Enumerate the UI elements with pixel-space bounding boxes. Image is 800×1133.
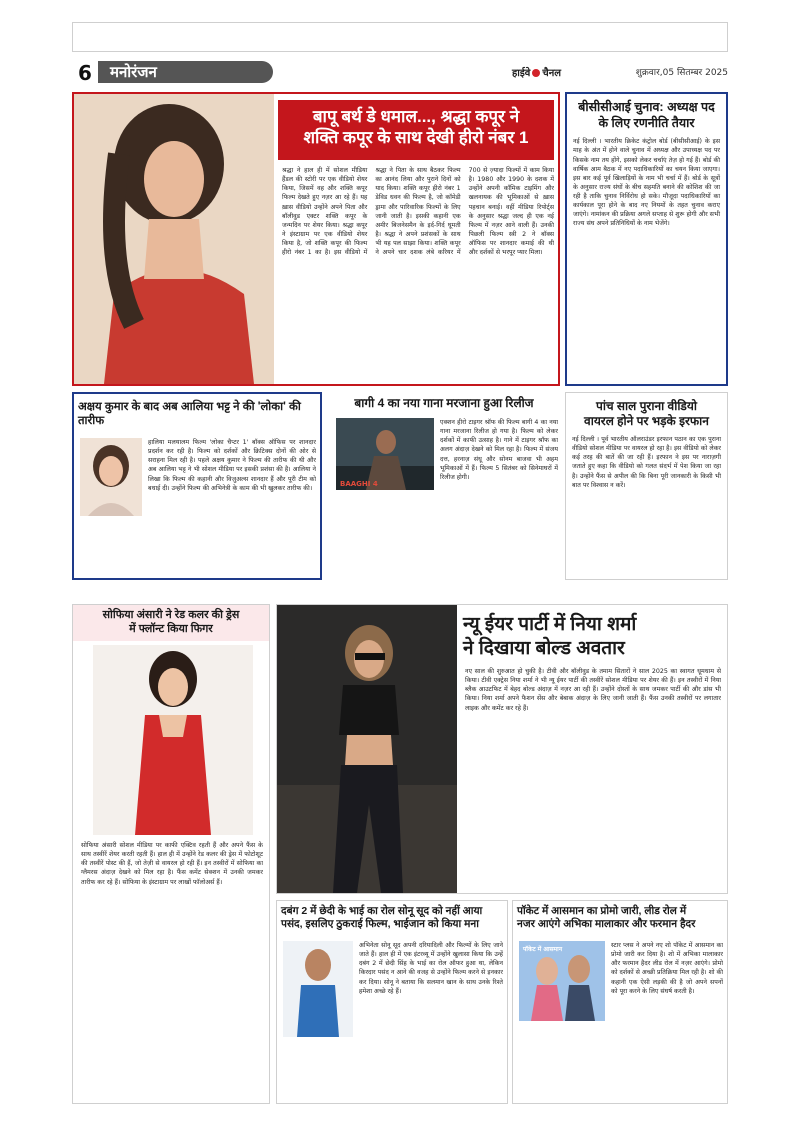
sophia-photo xyxy=(93,645,253,835)
baaghi-body: एक्शन हीरो टाइगर श्रॉफ की फिल्म बागी 4 का नया गाना मरजाना रिलीज हो गया है। फिल्म को लेकर दर्शकों में काफी उत्साह है। गाने में टाइगर श्रॉफ का अलग अंदाज़ देखने को मिल रहा है। फिल्म में संजय दत्त, हरनाज़ संधू और सोनम बाजवा भी अहम भूमिकाओं में हैं। फिल्म 5 सितंबर को सिनेमाघरों में रिलीज होगी। xyxy=(440,419,558,481)
bcci-headline-line1: बीसीसीआई चुनाव: अध्यक्ष पद xyxy=(578,100,715,114)
nia-headline-line2: ने दिखाया बोल्ड अवतार xyxy=(463,637,625,659)
pocket-headline xyxy=(513,901,727,935)
pocket-poster-title: पॉकेट में आसमान xyxy=(523,946,563,953)
video-story xyxy=(565,392,728,580)
sonu-headline-line1: दबंग 2 में छेदी के भाई का रोल सोनू सूद को नहीं आया xyxy=(281,905,483,917)
lead-headline xyxy=(278,100,554,160)
nia-story xyxy=(276,604,728,894)
video-headline xyxy=(566,393,727,433)
lead-story xyxy=(72,92,560,386)
sonu-photo xyxy=(283,941,353,1037)
nia-headline-line1: न्यू ईयर पार्टी में निया शर्मा xyxy=(463,614,637,635)
pocket-story xyxy=(512,900,728,1104)
lead-headline-line1: बापू बर्थ डे धमाल..., श्रद्धा कपूर ने xyxy=(312,107,520,126)
akshay-headline: अक्षय कुमार के बाद अब आलिया भट्ट ने की 'लोका' की तारीफ xyxy=(78,401,301,428)
video-body: नई दिल्ली । पूर्व भारतीय ऑलराउंडर इरफान पठान का एक पुराना वीडियो सोशल मीडिया पर वायरल हो रहा है। इस वीडियो को लेकर कई तरह की बातें की जा रही हैं। इरफान ने इस पर नाराज़गी जताते हुए कहा कि वीडियो को गलत संदर्भ में पेश किया जा रहा है। उन्होंने फैंस से अपील की कि बिना पूरी जानकारी के किसी भी बात पर विश्वास न करें। xyxy=(572,436,721,489)
akshay-body: हालिया मलयालम फिल्म 'लोका चैप्टर 1' बॉक्स ऑफिस पर शानदार प्रदर्शन कर रही है। फिल्म को दर्शकों और क्रिटिक्स दोनों की ओर से सराहना मिल रही है। पहले अक्षय कुमार ने फिल्म की तारीफ की थी और अब आलिया भट्ट ने भी सोशल मीडिया पर इसकी प्रशंसा की है। आलिया ने लिखा कि फिल्म की कहानी और विजुअल्स शानदार हैं और पूरी टीम को बधाई दी। उन्होंने फिल्म की अभिनेत्री के काम की भी खुलकर तारीफ की। xyxy=(148,439,316,492)
bcci-story xyxy=(565,92,728,386)
sonu-headline-line2: पसंद, इसलिए ठुकराई फिल्म, भाईजान को किया मना xyxy=(281,918,479,931)
sonu-body: अभिनेता सोनू सूद अपनी दरियादिली और फिल्मों के लिए जाने जाते हैं। हाल ही में एक इंटरव्यू में उन्होंने खुलासा किया कि उन्हें दबंग 2 में छेदी सिंह के भाई का रोल ऑफर हुआ था, लेकिन किरदार पसंद न आने की वजह से उन्होंने फिल्म करने से इनकार कर दिया। सोनू ने बताया कि सलमान खान के साथ उनके रिश्ते हमेशा अच्छे रहे हैं। xyxy=(359,942,503,995)
akshay-photo xyxy=(80,438,142,516)
bcci-body: नई दिल्ली । भारतीय क्रिकेट कंट्रोल बोर्ड (बीसीसीआई) के इस माह के अंत में होने वाले चुनाव में अध्यक्ष और उपाध्यक्ष पद पर किसके नाम तय होंगे, इसको लेकर चर्चाएं तेज़ हो गई हैं। बोर्ड की वार्षिक आम बैठक में नए पदाधिकारियों का चयन किया जाएगा। इस बार कई पूर्व खिलाड़ियों के नाम भी चर्चा में हैं। बोर्ड के सूत्रों के अनुसार राज्य संघों के बीच सहमति बनाने की कोशिश की जा रही है ताकि चुनाव निर्विरोध हो सके। मौजूदा पदाधिकारियों का कार्यकाल पूरा होने के बाद नए नियमों के तहत चुनाव कराए जाएंगे। नामांकन की प्रक्रिया अगले सप्ताह से शुरू होगी और सभी राज्य संघ अपने प्रतिनिधियों के नाम भेजेंगे। xyxy=(573,138,720,228)
lead-photo xyxy=(74,94,274,384)
dateline: शुक्रवार,05 सितम्बर 2025 xyxy=(635,68,728,78)
brand-logo xyxy=(512,65,561,79)
sonu-headline xyxy=(277,901,507,935)
nia-photo xyxy=(277,605,457,893)
sonu-story xyxy=(276,900,508,1104)
pocket-body: स्टार प्लस ने अपने नए शो पॉकेट में आसमान का प्रोमो जारी कर दिया है। शो में अभिका मालाकार और फरमान हैदर लीड रोल में नज़र आएंगे। प्रोमो को दर्शकों से अच्छी प्रतिक्रिया मिल रही है। शो की कहानी एक ऐसी लड़की की है जो अपने सपनों को पूरा करने के लिए संघर्ष करती है। xyxy=(611,942,723,995)
top-blank-box xyxy=(72,22,728,52)
video-headline-line2: वायरल होने पर भड़के इरफान xyxy=(584,414,709,428)
brand-right: चैनल xyxy=(542,68,562,79)
baaghi-story xyxy=(326,392,562,580)
sophia-body: सोफिया अंसारी सोशल मीडिया पर काफी एक्टिव रहती हैं और अपने फैंस के साथ तस्वीरें शेयर करती रहती हैं। हाल ही में उन्होंने रेड कलर की ड्रेस में फोटोशूट की तस्वीरें पोस्ट की हैं, जो तेज़ी से वायरल हो रही हैं। इन तस्वीरों में सोफिया का ग्लैमरस अंदाज़ देखने को मिल रहा है। फैंस कमेंट सेक्शन में उनकी जमकर तारीफ कर रहे हैं। सोफिया के इंस्टाग्राम पर लाखों फॉलोअर्स हैं। xyxy=(81,842,263,886)
bcci-headline-line2: के लिए रणनीति तैयार xyxy=(598,115,695,130)
baaghi-poster-title: BAAGHI 4 xyxy=(340,480,378,488)
akshay-story xyxy=(72,392,322,580)
video-headline-line1: पांच साल पुराना वीडियो xyxy=(596,399,697,413)
lead-headline-line2: शक्ति कपूर के साथ देखी हीरो नंबर 1 xyxy=(303,128,529,148)
brand-left: हाईवे xyxy=(512,68,531,79)
nia-headline xyxy=(463,613,723,661)
pocket-headline-line1: पॉकेट में आसमान का प्रोमो जारी, लीड रोल में xyxy=(517,905,687,917)
sophia-headline-line1: सोफिया अंसारी ने रेड कलर की ड्रेस xyxy=(102,609,240,621)
sophia-story xyxy=(72,604,270,1104)
section-title: मनोरंजन xyxy=(98,61,273,83)
pocket-headline-line2: नजर आएंगे अभिका मालाकार और फरमान हैदर xyxy=(517,918,696,931)
nia-body: नए साल की शुरुआत हो चुकी है। टीवी और बॉलीवुड के तमाम सितारों ने साल 2025 का स्वागत धूमधाम से किया। टीवी एक्ट्रेस निया शर्मा ने भी न्यू ईयर पार्टी की तस्वीरें सोशल मीडिया पर शेयर की हैं। इन तस्वीरों में निया ब्लैक आउटफिट में बेहद बोल्ड अंदाज़ में नज़र आ रही हैं। उन्होंने दोस्तों के साथ जमकर पार्टी की और डांस भी किया। निया शर्मा अपने फैशन सेंस और बेबाक अंदाज़ के लिए जानी जाती हैं। फैंस उनकी तस्वीरों पर लगातार लाइक और कमेंट कर रहे हैं। xyxy=(465,668,721,712)
pocket-poster xyxy=(519,941,605,1021)
bcci-headline xyxy=(567,94,726,135)
sophia-headline xyxy=(73,605,269,641)
baaghi-headline: बागी 4 का नया गाना मरजाना हुआ रिलीज xyxy=(354,396,534,410)
lead-body: श्रद्धा ने हाल ही में सोशल मीडिया हैंडल की स्टोरी पर एक वीडियो शेयर किया, जिसमें वह और शक्ति कपूर फिल्म देखते हुए नज़र आ रहे हैं। यह ख़ास वीडियो उन्होंने अपने पिता और बॉलीवुड एक्टर शक्ति कपूर के जन्मदिन पर शेयर किया। श्रद्धा कपूर ने इंस्टाग्राम पर एक वीडियो शेयर किया है, जो शक्ति कपूर की फिल्म हीरो नंबर 1 का है। इस वीडियो में श्रद्धा ने पिता के साथ बैठकर फिल्म का आनंद लिया और पुराने दिनों को याद किया। शक्ति कपूर हीरो नंबर 1 डेविड धवन की फिल्म है, जो कॉमेडी ड्रामा और पारिवारिक फिल्मों के लिए जानी जाती है। इसकी कहानी एक अमीर बिजनेसमैन के इर्द-गिर्द घूमती है। श्रद्धा ने अपने प्रशंसकों के साथ भी यह पल साझा किया। शक्ति कपूर ने अपने चार दशक लंबे करियर में 700 से ज़्यादा फिल्मों में काम किया है। 1980 और 1990 के दशक में उन्होंने अपनी कॉमिक टाइमिंग और खलनायक की भूमिकाओं से ख़ास पहचान बनाई। वहीं मीडिया रिपोर्ट्स के अनुसार श्रद्धा जल्द ही एक नई फिल्म में नज़र आने वाली हैं। उनकी पिछली फिल्म स्त्री 2 ने बॉक्स ऑफिस पर शानदार कमाई की थी और दर्शकों से भरपूर प्यार मिला। xyxy=(282,167,554,257)
page-number: 6 xyxy=(78,61,92,85)
masthead xyxy=(72,60,728,86)
brand-dot-icon xyxy=(532,69,540,77)
sophia-headline-line2: में फ्लॉन्ट किया फिगर xyxy=(129,622,213,635)
